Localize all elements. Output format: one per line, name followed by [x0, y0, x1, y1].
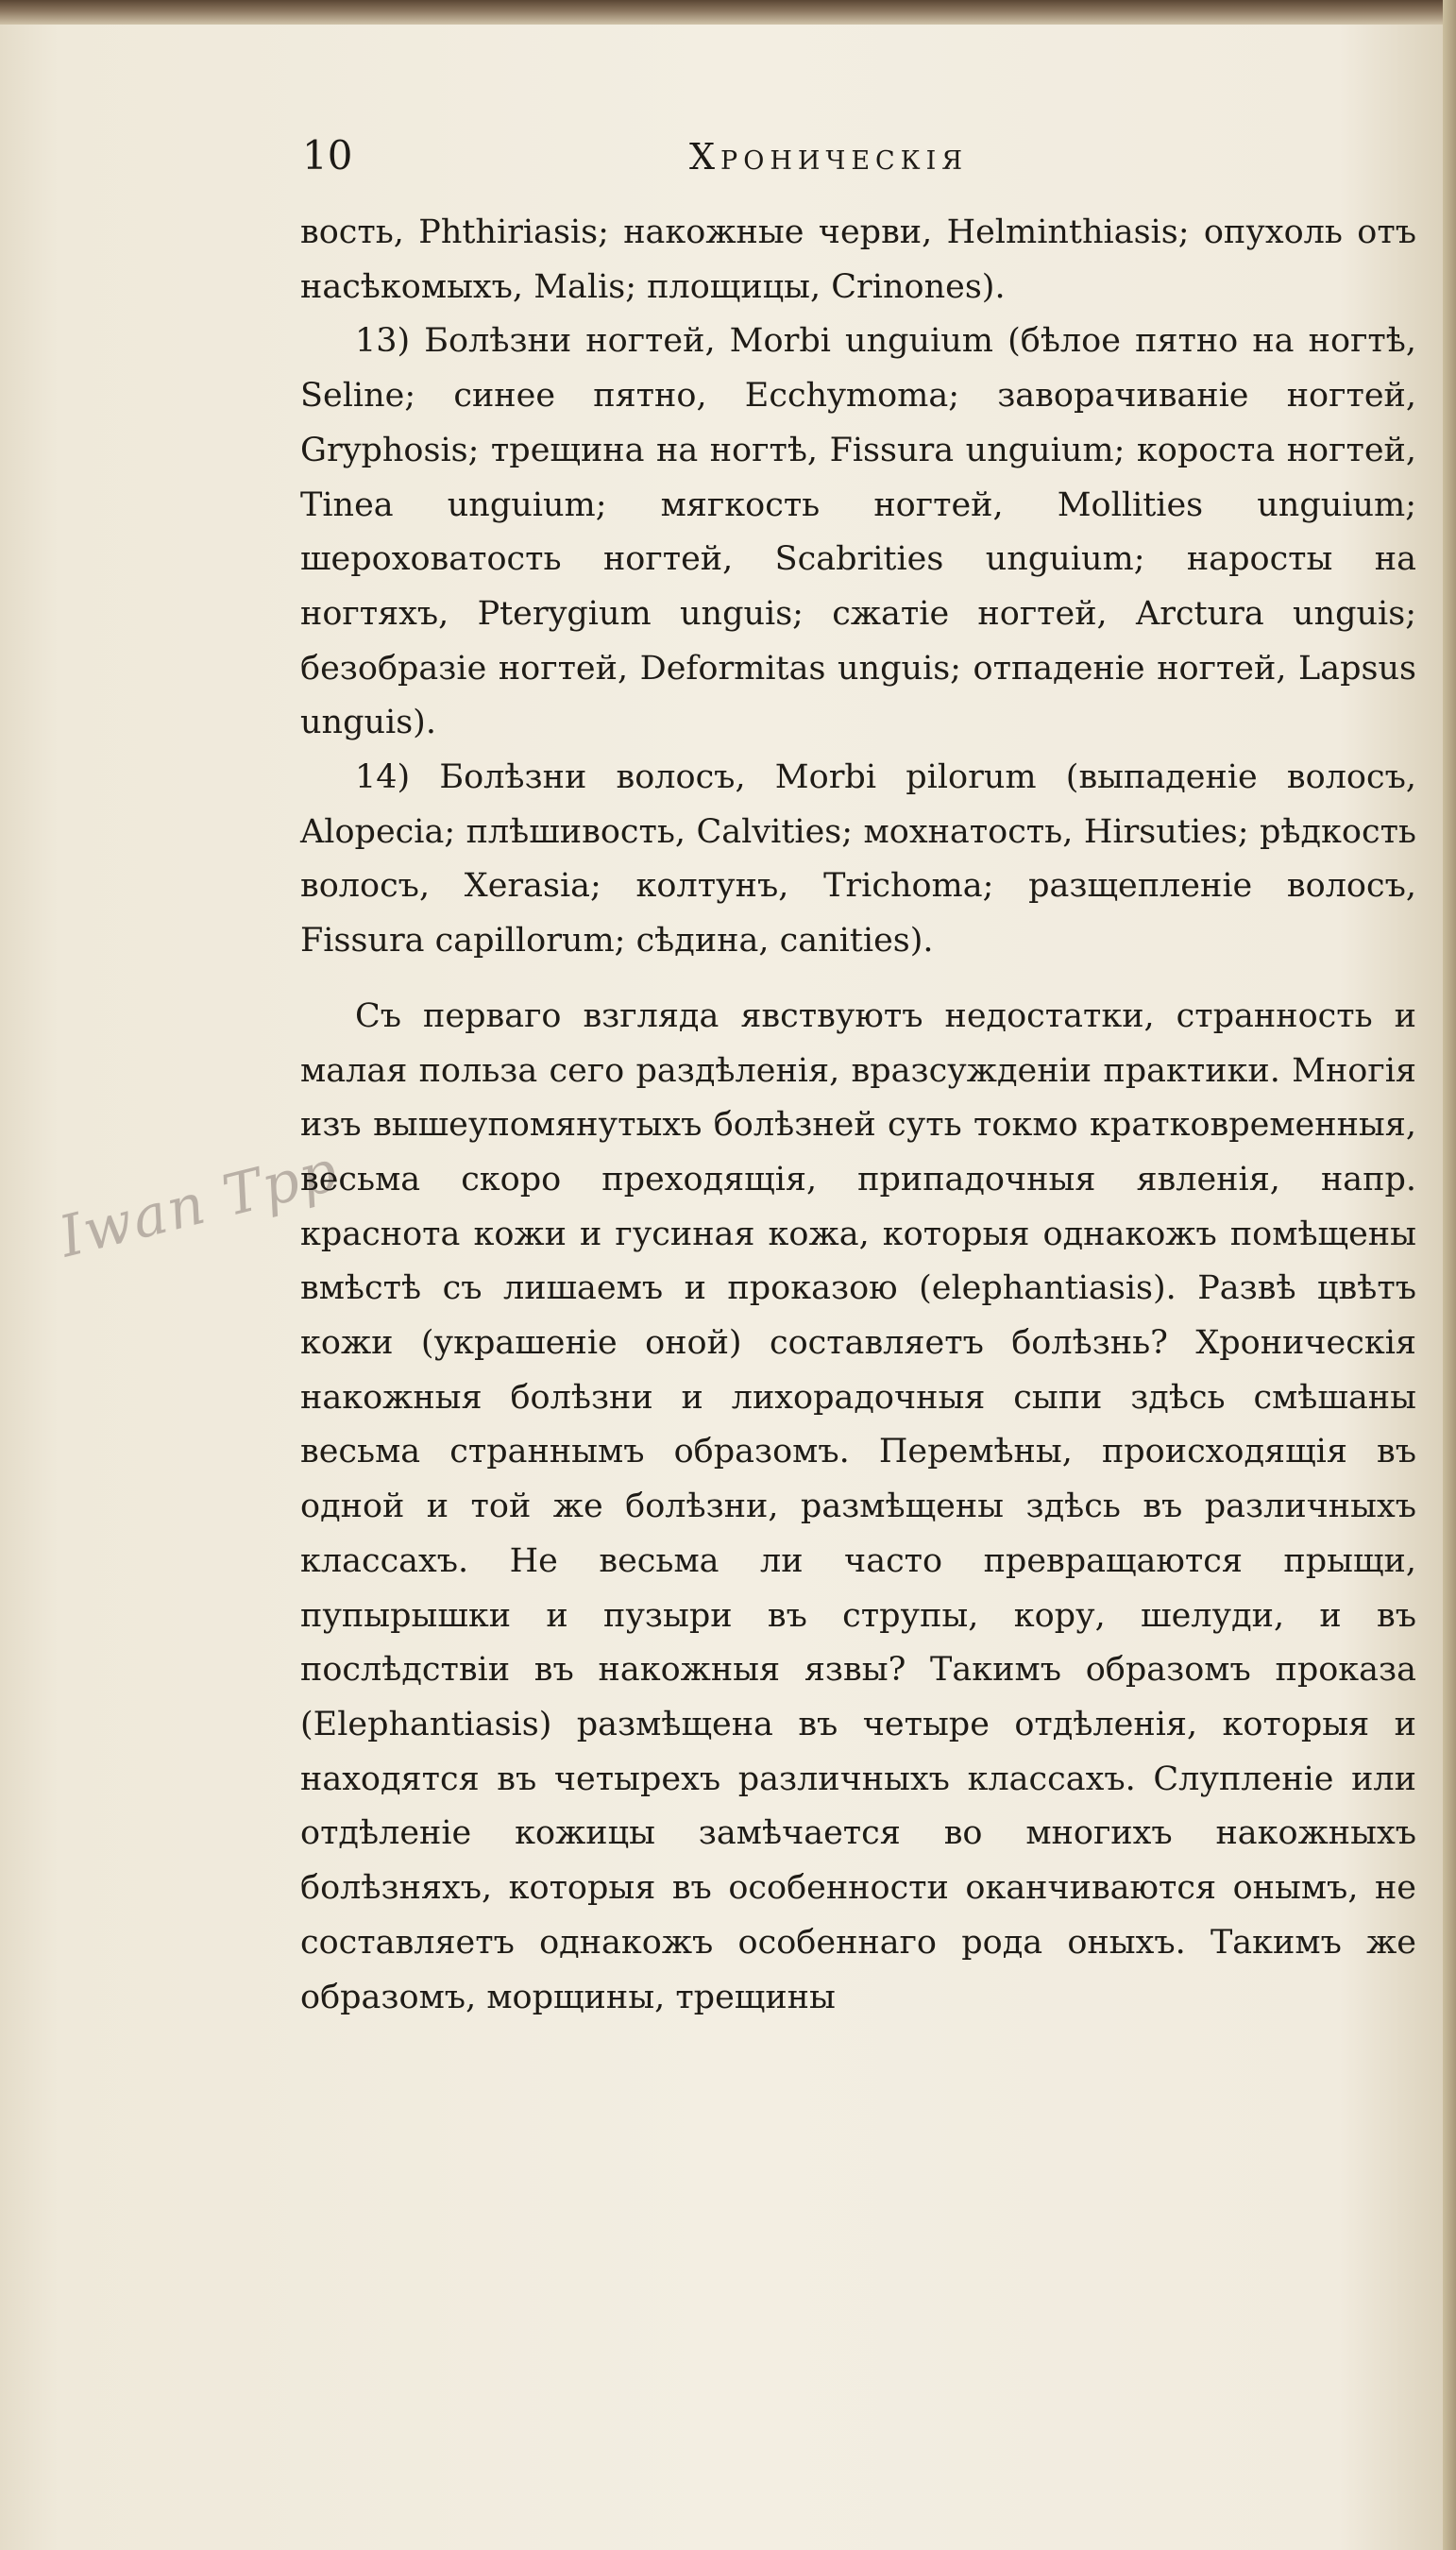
running-title: Хроническія [689, 136, 969, 178]
page-right-edge [1443, 0, 1456, 2550]
body-text [300, 206, 1416, 2025]
paragraph-gap [300, 969, 1416, 990]
page-top-edge [0, 0, 1456, 25]
paragraph-hair-diseases: 14) Болѣзни волосъ, Morbi pilorum (выпаденіе волосъ, Alopecia; плѣшивость, Calvities; мохнатость, Hirsuties; рѣдкость волосъ, Xerasia; колтунъ, Trichoma; разщепленіе волосъ, Fissura capillorum; сѣдина, canities). [300, 758, 1416, 960]
paragraph-commentary: Съ перваго взгляда явствуютъ недостатки, странность и малая польза сего раздѣленія, вразсужденіи практики. Многія изъ вышеупомянутыхъ болѣзней суть токмо кратковременныя, весьма скоро преходящія, припадочныя явленія, напр. краснота кожи и гусиная кожа, которыя однакожъ помѣщены вмѣстѣ съ лишаемъ и проказою (elephantiasis). Развѣ цвѣтъ кожи (украшеніе оной) составляетъ болѣзнь? Хроническія накожныя болѣзни и лихорадочныя сыпи здѣсь смѣшаны весьма страннымъ образомъ. Перемѣны, происходящія въ одной и той же болѣзни, размѣщены здѣсь въ различныхъ классахъ. Не весьма ли часто превращаются прыщи, пупырышки и пузыри въ струпы, кору, шелуди, и въ послѣдствіи въ накожныя язвы? Такимъ образомъ проказа (Elephantiasis) размѣщена въ четыре отдѣленія, которыя и находятся въ четырехъ различныхъ классахъ. Слупленіе или отдѣленіе кожицы замѣчается во многихъ накожныхъ болѣзняхъ, которыя въ особенности оканчиваются онымъ, не составляетъ однакожъ особеннаго рода оныхъ. Такимъ же образомъ, морщины, трещины [300, 996, 1416, 2016]
page-number: 10 [302, 132, 353, 178]
handwritten-margin-note: Iwan Tpp [53, 1137, 346, 1271]
page-header [302, 132, 1416, 189]
paragraph-nail-diseases: 13) Болѣзни ногтей, Morbi unguium (бѣлое пятно на ногтѣ, Seline; синее пятно, Ecchymoma; заворачиваніе ногтей, Gryphosis; трещина на ногтѣ, Fissura unguium; короста ногтей, Tinea unguium; мягкость ногтей, Mollities unguium; шероховатость ногтей, Scabrities unguium; наросты на ногтяхъ, Pterygium unguis; сжатіе ногтей, Arctura unguis; безобразіе ногтей, Deformitas unguis; отпаденіе ногтей, Lapsus unguis). [300, 322, 1416, 742]
paragraph-continuation: вость, Phthiriasis; накожные черви, Helminthiasis; опухоль отъ насѣкомыхъ, Malis; площицы, Crinones). [300, 213, 1416, 306]
